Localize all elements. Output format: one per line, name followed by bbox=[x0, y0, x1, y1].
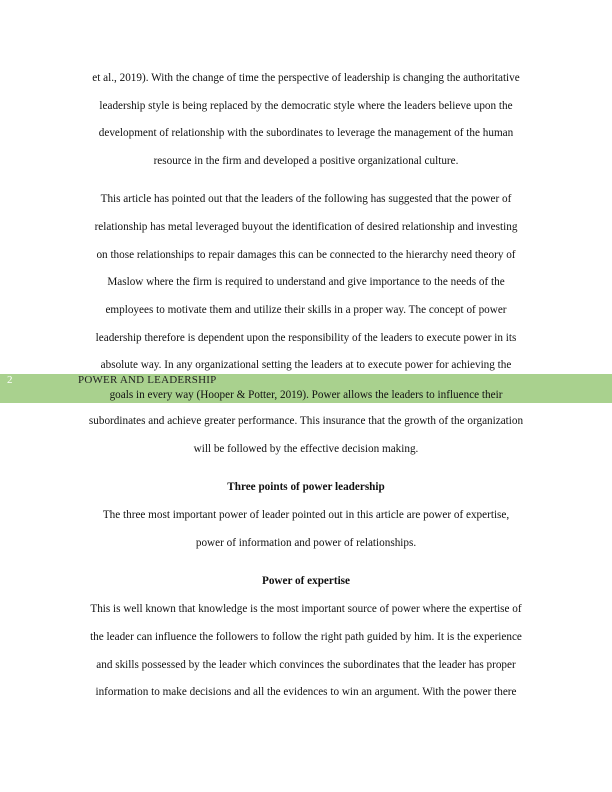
text-line: information to make decisions and all the evidences to win an argument. With the power there bbox=[95, 686, 517, 698]
text-line: relationship has metal leveraged buyout the identification of desired relationship and investing bbox=[94, 221, 518, 233]
text-line: This is well known that knowledge is the most important source of power where the expertise of bbox=[90, 603, 522, 615]
text-line: resource in the firm and developed a positive organizational culture. bbox=[153, 155, 459, 167]
running-head: POWER AND LEADERSHIP bbox=[78, 374, 217, 386]
text-line: Maslow where the firm is required to understand and give importance to the needs of the bbox=[107, 276, 505, 288]
text-line: absolute way. In any organizational setting the leaders at to execute power for achieving the bbox=[100, 359, 512, 371]
text-line: employees to motivate them and utilize their skills in a proper way. The concept of power bbox=[105, 304, 507, 316]
text-line: subordinates and achieve greater performance. This insurance that the growth of the organization bbox=[88, 415, 524, 427]
text-line: the leader can influence the followers to follow the right path guided by him. It is the experience bbox=[90, 631, 522, 643]
text-line: goals in every way (Hooper & Potter, 2019). Power allows the leaders to influence their bbox=[109, 389, 503, 401]
text-line: on those relationships to repair damages this can be connected to the hierarchy need theory of bbox=[96, 249, 516, 261]
text-line: et al., 2019). With the change of time the perspective of leadership is changing the authoritative bbox=[92, 72, 520, 84]
text-line: This article has pointed out that the leaders of the following has suggested that the power of bbox=[100, 193, 512, 205]
text-line: power of information and power of relationships. bbox=[195, 537, 417, 549]
page-number: 2 bbox=[7, 374, 13, 386]
text-line: leadership therefore is dependent upon the responsibility of the leaders to execute power in its bbox=[95, 332, 517, 344]
section-heading: Three points of power leadership bbox=[227, 481, 385, 493]
text-line: leadership style is being replaced by the democratic style where the leaders believe upon the bbox=[99, 100, 513, 112]
subsection-heading: Power of expertise bbox=[261, 575, 350, 587]
text-line: and skills possessed by the leader which convinces the subordinates that the leader has proper bbox=[96, 659, 516, 671]
text-line: will be followed by the effective decision making. bbox=[193, 443, 419, 455]
text-line: The three most important power of leader pointed out in this article are power of expertise, bbox=[102, 509, 510, 521]
text-line: development of relationship with the subordinates to leverage the management of the human bbox=[98, 127, 514, 139]
